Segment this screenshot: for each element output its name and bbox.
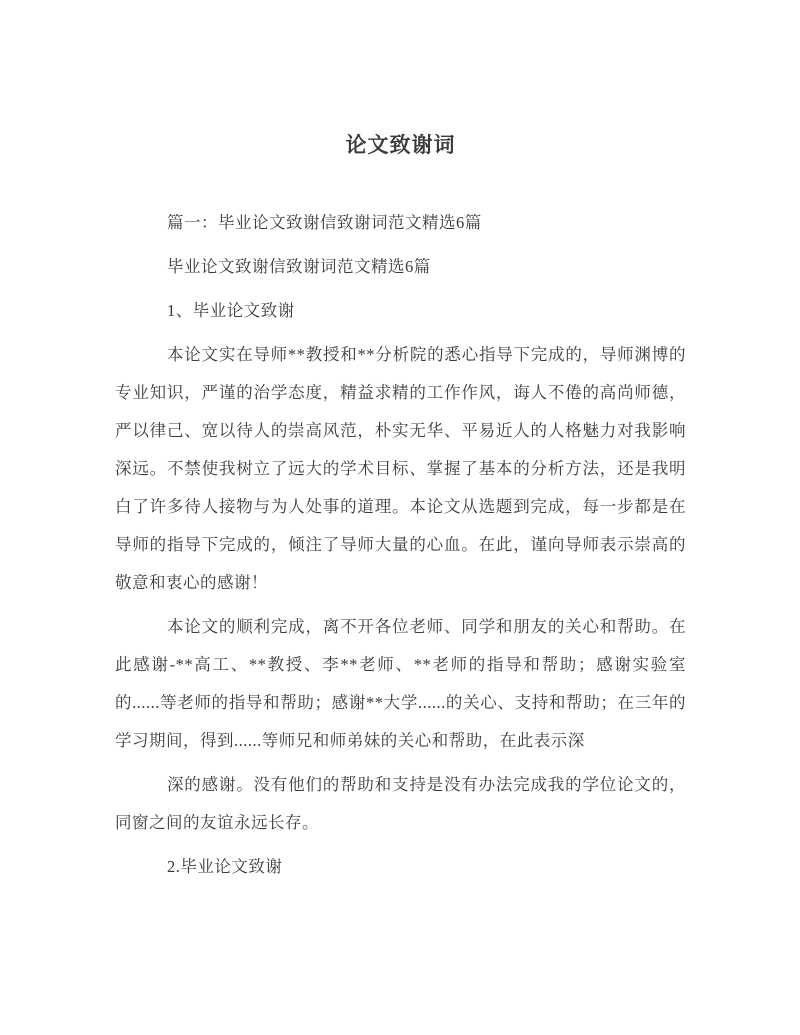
document-title: 论文致谢词	[345, 133, 456, 157]
paragraph: 本论文实在导师**教授和**分析院的悉心指导下完成的，导师渊博的专业知识，严谨的治学态度，精益求精的工作作风，诲人不倦的高尚师德，严以律己、宽以待人的崇高风范，朴实无华、平易近人的人格魅力对我影响深远。不禁使我树立了远大的学术目标、掌握了基本的分析方法，还是我明白了许多待人接物与为人处事的道理。本论文从选题到完成，每一步都是在导师的指导下完成的，倾注了导师大量的心血。在此，谨向导师表示崇高的敬意和衷心的感谢！	[115, 345, 686, 592]
paragraph: 本论文的顺利完成，离不开各位老师、同学和朋友的关心和帮助。在此感谢-**高工、**教授、李**老师、**老师的指导和帮助；感谢实验室的......等老师的指导和帮助；感谢**大学......的关心、支持和帮助；在三年的学习期间，得到......等师兄和师弟妹的关心和帮助，在此表示深	[115, 617, 686, 750]
paragraph: 深的感谢。没有他们的帮助和支持是没有办法完成我的学位论文的，同窗之间的友谊永远长存。	[115, 775, 686, 832]
paragraph: 2.毕业论文致谢	[167, 857, 283, 876]
paragraph: 毕业论文致谢信致谢词范文精选6篇	[167, 257, 431, 276]
paragraph: 篇一：毕业论文致谢信致谢词范文精选6篇	[167, 213, 482, 232]
paragraph: 1、毕业论文致谢	[167, 301, 295, 320]
